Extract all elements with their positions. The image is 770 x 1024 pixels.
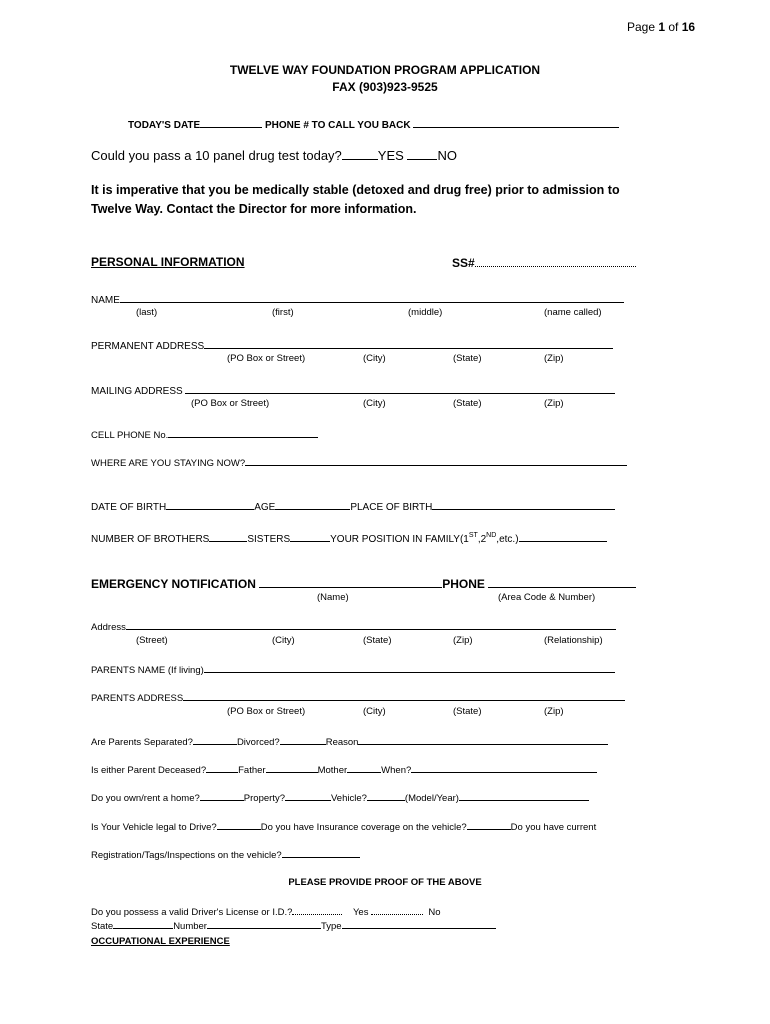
insurance-field[interactable]: [467, 820, 511, 830]
sisters-field[interactable]: [290, 530, 330, 542]
mail-po-label: (PO Box or Street): [191, 398, 270, 409]
license-type-field[interactable]: [342, 919, 496, 929]
phone-callback-field[interactable]: [413, 116, 619, 128]
family-position-field[interactable]: [519, 530, 607, 542]
deceased-row: Is either Parent Deceased? Father Mother When?: [91, 763, 597, 776]
parents-zip-label: (Zip): [544, 706, 564, 717]
mailing-address-field[interactable]: [185, 382, 615, 394]
age-field[interactable]: [275, 498, 350, 510]
ss-row: SS#: [452, 255, 636, 270]
parents-name-row: PARENTS NAME (If living): [91, 663, 615, 676]
dob-field[interactable]: [166, 498, 254, 510]
mail-state-label: (State): [453, 398, 482, 409]
parents-address-field[interactable]: [183, 691, 625, 701]
family-row: NUMBER OF BROTHERS SISTERS YOUR POSITION IN FAMILY(1ST,2ND,etc.): [91, 530, 607, 545]
name-row: NAME: [91, 291, 624, 306]
todays-date-row: TODAY'S DATE PHONE # TO CALL YOU BACK: [128, 116, 619, 131]
license-number-field[interactable]: [207, 919, 321, 929]
vehicle-legal-row: Is Your Vehicle legal to Drive? Do you have Insurance coverage on the vehicle? Do you have current: [91, 822, 597, 833]
license-row: Do you possess a valid Driver's License or I.D.? Yes No: [91, 907, 441, 918]
proof-notice: PLEASE PROVIDE PROOF OF THE ABOVE: [288, 877, 482, 888]
permanent-address-row: PERMANENT ADDRESS: [91, 337, 613, 352]
name-called-label: (name called): [544, 307, 602, 318]
permanent-address-field[interactable]: [204, 337, 613, 349]
reason-field[interactable]: [358, 735, 608, 745]
page-number: Page 1 of 16: [627, 20, 696, 34]
drug-test-row: Could you pass a 10 panel drug test today? YES NO: [91, 148, 457, 163]
perm-state-label: (State): [453, 353, 482, 364]
own-rent-row: Do you own/rent a home? Property? Vehicle? (Model/Year): [91, 791, 589, 804]
separated-field[interactable]: [193, 735, 237, 745]
place-of-birth-field[interactable]: [432, 498, 615, 510]
medical-notice: It is imperative that you be medically stable (detoxed and drug free) prior to admission to Twelve Way. Contact the Director for more information.: [91, 183, 620, 216]
vehicle-legal-field[interactable]: [217, 820, 261, 830]
brothers-field[interactable]: [209, 530, 247, 542]
drug-test-no-field[interactable]: [407, 148, 437, 160]
form-title: TWELVE WAY FOUNDATION PROGRAM APPLICATION: [229, 63, 541, 77]
occupational-experience-heading: OCCUPATIONAL EXPERIENCE: [91, 936, 230, 947]
property-field[interactable]: [285, 791, 331, 801]
emergency-name-field[interactable]: [259, 575, 442, 588]
mail-city-label: (City): [363, 398, 386, 409]
license-field[interactable]: [292, 905, 342, 915]
personal-information-heading: PERSONAL INFORMATION: [91, 255, 245, 269]
emergency-area-label: (Area Code & Number): [498, 592, 596, 603]
perm-city-label: (City): [363, 353, 386, 364]
ss-field[interactable]: [475, 255, 636, 267]
separated-row: Are Parents Separated? Divorced? Reason: [91, 735, 608, 748]
license-state-field[interactable]: [113, 919, 173, 929]
name-first-label: (first): [272, 307, 294, 318]
drug-test-yes-field[interactable]: [342, 148, 378, 160]
emergency-address-field[interactable]: [126, 620, 616, 630]
emergency-address-row: Address: [91, 620, 616, 633]
father-field[interactable]: [266, 763, 318, 773]
mail-zip-label: (Zip): [544, 398, 564, 409]
todays-date-field[interactable]: [200, 116, 262, 128]
emergency-street-label: (Street): [136, 635, 168, 646]
emergency-row: EMERGENCY NOTIFICATION PHONE: [91, 575, 636, 591]
where-staying-row: WHERE ARE YOU STAYING NOW?: [91, 456, 627, 469]
emergency-relationship-label: (Relationship): [544, 635, 603, 646]
name-middle-label: (middle): [408, 307, 443, 318]
vehicle-field[interactable]: [367, 791, 405, 801]
emergency-state-label: (State): [363, 635, 392, 646]
registration-row: Registration/Tags/Inspections on the vehicle?: [91, 848, 360, 861]
when-field[interactable]: [411, 763, 597, 773]
parents-address-row: PARENTS ADDRESS: [91, 691, 625, 704]
parents-name-field[interactable]: [204, 663, 615, 673]
license-yes-field[interactable]: [371, 905, 423, 915]
deceased-field[interactable]: [206, 763, 238, 773]
license-detail-row: State Number Type: [91, 919, 496, 932]
cell-phone-field[interactable]: [168, 428, 318, 438]
where-staying-field[interactable]: [245, 456, 627, 466]
model-year-field[interactable]: [459, 791, 589, 801]
own-rent-field[interactable]: [200, 791, 244, 801]
perm-zip-label: (Zip): [544, 353, 564, 364]
birth-row: DATE OF BIRTH AGE PLACE OF BIRTH: [91, 498, 615, 513]
mother-field[interactable]: [347, 763, 381, 773]
divorced-field[interactable]: [280, 735, 326, 745]
emergency-name-label: (Name): [317, 592, 349, 603]
perm-po-label: (PO Box or Street): [227, 353, 306, 364]
emergency-phone-field[interactable]: [488, 575, 636, 588]
mailing-address-row: MAILING ADDRESS: [91, 382, 615, 397]
fax-number: FAX (903)923-9525: [332, 80, 438, 94]
parents-state-label: (State): [453, 706, 482, 717]
emergency-city-label: (City): [272, 635, 295, 646]
registration-field[interactable]: [282, 848, 360, 858]
name-last-label: (last): [136, 307, 158, 318]
emergency-zip-label: (Zip): [453, 635, 473, 646]
parents-po-label: (PO Box or Street): [227, 706, 306, 717]
cell-phone-row: CELL PHONE No.: [91, 428, 318, 441]
parents-city-label: (City): [363, 706, 386, 717]
name-field[interactable]: [120, 291, 624, 303]
